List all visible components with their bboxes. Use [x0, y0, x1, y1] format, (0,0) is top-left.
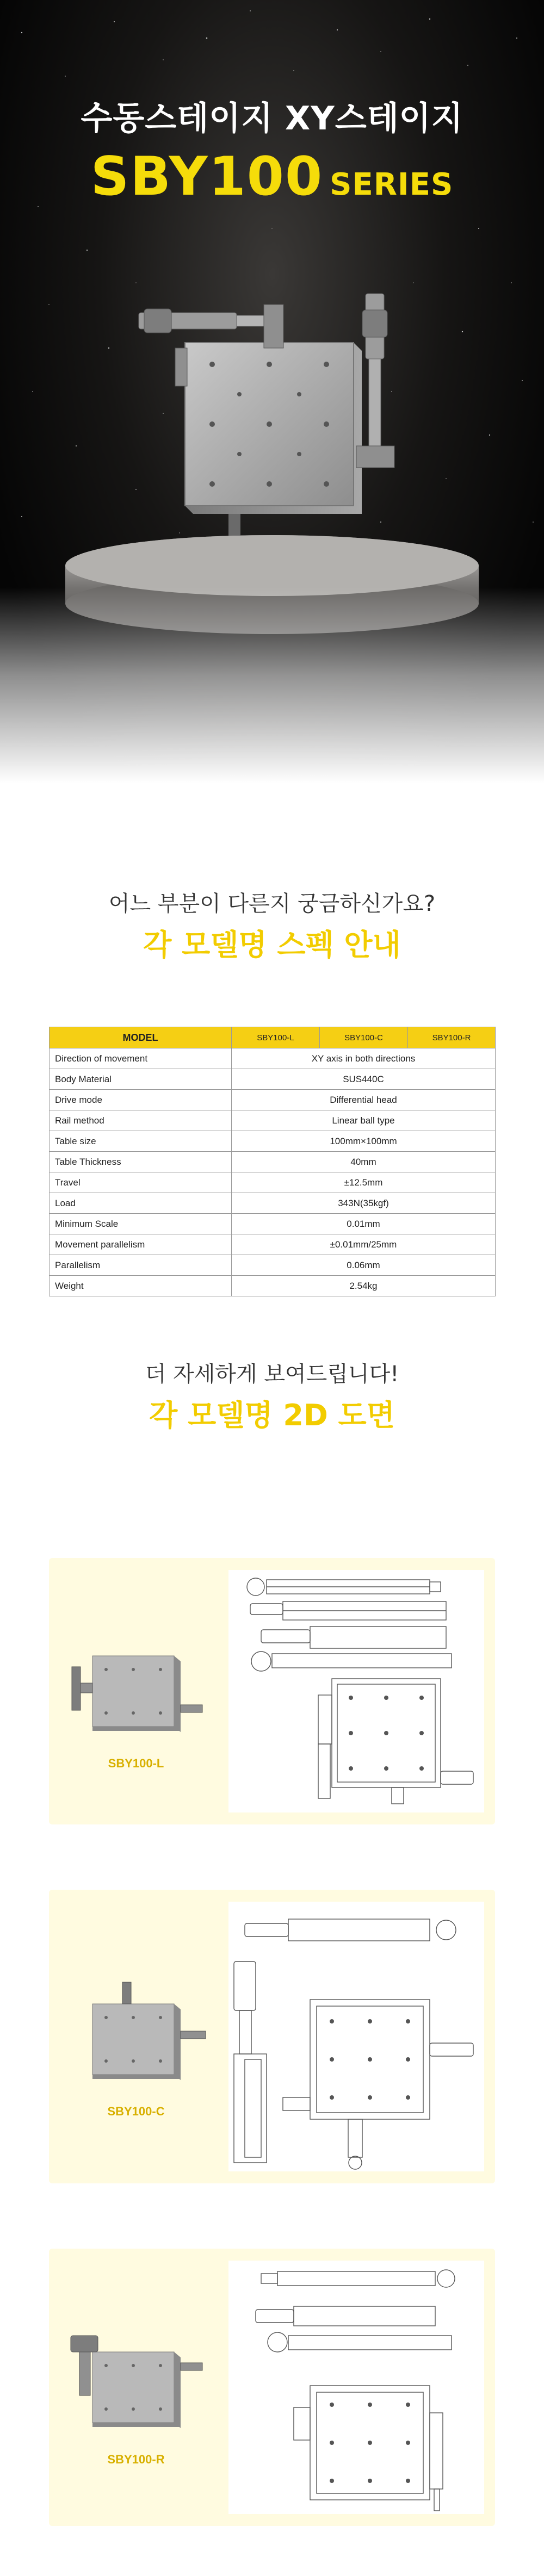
model-2d-drawing: [228, 2261, 484, 2514]
spec-table: [49, 1027, 496, 1296]
model-drawing-card: [49, 2249, 495, 2526]
spec-header-variant: SBY100-C: [320, 1027, 408, 1048]
hero-title-model: SBY100: [90, 146, 324, 208]
spec-value: ±0.01mm/25mm: [232, 1234, 496, 1255]
spec-label: Load: [50, 1193, 232, 1214]
model-2d-drawing: [228, 1570, 484, 1812]
spec-question: 어느 부분이 다른지 궁금하신가요?: [108, 891, 436, 916]
spec-row: [50, 1048, 496, 1069]
spec-row: [50, 1193, 496, 1214]
spec-row: [50, 1255, 496, 1276]
spec-value: ±12.5mm: [232, 1172, 496, 1193]
hero-banner: [0, 0, 544, 783]
spec-value: Linear ball type: [232, 1110, 496, 1131]
model-name: SBY100-R: [107, 2453, 165, 2466]
spec-row: [50, 1090, 496, 1110]
model-photo: [60, 1977, 212, 2080]
spec-label: Table Thickness: [50, 1152, 232, 1172]
model-drawing-card: [49, 1890, 495, 2183]
spec-row: [50, 1172, 496, 1193]
spec-label: Direction of movement: [50, 1048, 232, 1069]
model-photo: [60, 1629, 212, 1732]
spec-section-heading: [0, 886, 544, 964]
model-photo: [60, 2325, 212, 2428]
spec-value: Differential head: [232, 1090, 496, 1110]
drawing-subtitle: 더 자세하게 보여드립니다!: [145, 1362, 399, 1387]
spec-label: Weight: [50, 1276, 232, 1296]
spec-table-header: [50, 1027, 496, 1048]
spec-row: [50, 1110, 496, 1131]
model-name: SBY100-C: [107, 2105, 165, 2118]
spec-label: Travel: [50, 1172, 232, 1193]
spec-row: [50, 1131, 496, 1152]
spec-label: Minimum Scale: [50, 1214, 232, 1234]
drawing-section-heading: [0, 1357, 544, 1434]
spec-label: Rail method: [50, 1110, 232, 1131]
spec-header-variant: SBY100-L: [232, 1027, 320, 1048]
spec-label: Parallelism: [50, 1255, 232, 1276]
spec-row: [50, 1276, 496, 1296]
spec-title: 각 모델명 스펙 안내: [143, 928, 401, 962]
model-name: SBY100-L: [108, 1756, 164, 1770]
spec-value: 100mm×100mm: [232, 1131, 496, 1152]
spec-row: [50, 1152, 496, 1172]
spec-value: 40mm: [232, 1152, 496, 1172]
hero-subtitle: 수동스테이지 XY스테이지: [81, 100, 463, 138]
hero-title-series: SERIES: [330, 167, 454, 202]
spec-row: [50, 1069, 496, 1090]
spec-label: Table size: [50, 1131, 232, 1152]
spec-value: 343N(35kgf): [232, 1193, 496, 1214]
model-2d-drawing: [228, 1902, 484, 2171]
spec-value: 0.01mm: [232, 1214, 496, 1234]
spec-value: SUS440C: [232, 1069, 496, 1090]
spec-value: 0.06mm: [232, 1255, 496, 1276]
model-drawing-card: [49, 1558, 495, 1824]
spec-table-body: [50, 1048, 496, 1296]
spec-label: Movement parallelism: [50, 1234, 232, 1255]
hero-fade-overlay: [0, 587, 544, 783]
spec-label: Body Material: [50, 1069, 232, 1090]
spec-label: Drive mode: [50, 1090, 232, 1110]
spec-value: XY axis in both directions: [232, 1048, 496, 1069]
spec-row: [50, 1234, 496, 1255]
spec-header-model: MODEL: [50, 1027, 232, 1048]
spec-header-variant: SBY100-R: [408, 1027, 496, 1048]
spec-value: 2.54kg: [232, 1276, 496, 1296]
spec-row: [50, 1214, 496, 1234]
drawing-title: 각 모델명 2D 도면: [149, 1398, 395, 1432]
hero-title: [0, 146, 544, 208]
